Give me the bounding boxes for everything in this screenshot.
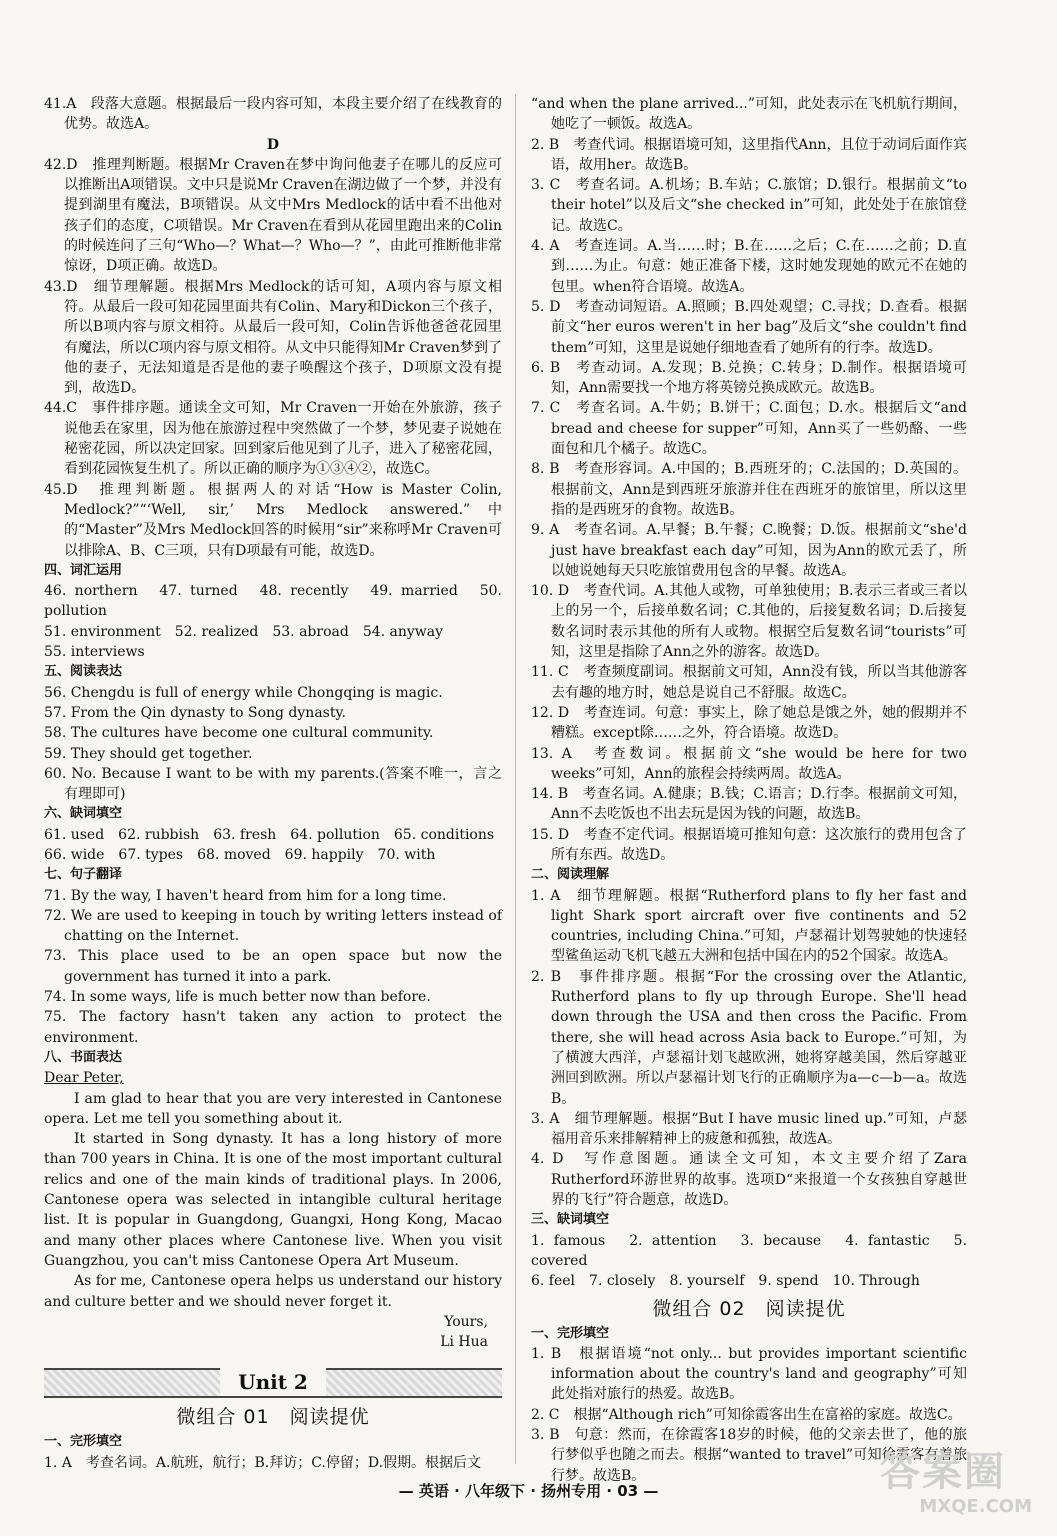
answer-line: D bbox=[266, 136, 280, 153]
answer-line: 9. A 考查名词。A.早餐；B.午餐；C.晚餐；D.饭。根据前文“she'd just have breakfast each day”可知，因为Ann的欧元丢了，所以她说她每天只吃旅馆费用包含的早餐。故选A。 bbox=[531, 522, 967, 579]
answer-line: It started in Song dynasty. It has a long history of more than 700 years in China. It is one of the most important cultural relics and one of the main kinds of traditional plays. In 2006, Cantonese opera was selected in intangible cultural heritage list. It is popular in Guangdong, Guangxi, Hong Kong, Macao and many other places where Cantonese live. When you visit Guangzhou, you can't miss Cantonese Opera Art Museum. bbox=[44, 1131, 502, 1269]
answer-line: 43.D 细节理解题。根据Mrs Medlock的话可知，A项内容与原文相符。从最后一段可知花园里面共有Colin、Mary和Dickon三个孩子，所以B项内容与原文相符。从最后一段可知，Colin告诉他爸爸花园里有魔法，所以C项内容与原文相符。从文中只能得知Mr Craven梦到了他的妻子，无法知道是否是他的妻子唤醒这个孩子，D项原文没有提到，故选D。 bbox=[44, 278, 502, 397]
answer-line: 74. In some ways, life is much better now than before. bbox=[44, 989, 431, 1006]
answer-line: 1. A 考查名词。A.航班，航行；B.拜访；C.停留；D.假期。根据后文 bbox=[44, 1454, 482, 1471]
answer-line: 44.C 事件排序题。通读全文可知，Mr Craven一开始在外旅游，孩子说他丢在家里，因为他在旅游过程中突然做了一个梦，梦见妻子说她在秘密花园，所以决定回家。回到家后他见到了儿子，进入了秘密花园，看到花园恢复生机了。所以正确的顺序为①③④②，故选C。 bbox=[44, 400, 502, 478]
answer-line: 15. D 考查不定代词。根据语境可推知句意：这次旅行的费用包含了所有东西。故选D。 bbox=[531, 826, 967, 863]
answer-line: 75. The factory hasn't taken any action to protect the environment. bbox=[44, 1009, 502, 1046]
answer-line: As for me, Cantonese opera helps us understand our history and culture better and we should never forget it. bbox=[44, 1273, 502, 1310]
answer-line: 5. D 考查动词短语。A.照顾；B.四处观望；C.寻找；D.查看。根据前文“her euros weren't in her bag”及后文“she couldn't find them”可知，这里是说她仔细地查看了她所有的行李。故选D。 bbox=[531, 298, 967, 356]
section-heading-left: 微组合 01 阅读提优 bbox=[176, 1406, 370, 1429]
answer-line: 7. C 考查名词。A.牛奶；B.饼干；C.面包；D.水。根据后文“and bread and cheese for supper”可知，Ann买了一些奶酪、一些面包和几个橘子。故选C。 bbox=[531, 400, 967, 458]
answer-line: 58. The cultures have become one cultural community. bbox=[44, 725, 434, 742]
answer-line: 55. interviews bbox=[44, 644, 145, 661]
section-heading-right: 微组合 02 阅读提优 bbox=[652, 1297, 846, 1320]
answer-line: 45.D 推理判断题。根据两人的对话“How is Master Colin, Medlock?”“‘Well, sir,’ Mrs Medlock answered.”中的“Master”及Mrs Medlock回答的时候用“sir”来称呼Mr Craven可以排除A、B、C三项，只有D项最有可能，故选D。 bbox=[44, 481, 502, 559]
watermark-text: 答案圈 bbox=[880, 1449, 1006, 1495]
answer-line: 10. D 考查代词。A.其他人或物，可单独使用；B.表示三者或三者以上的另一个，后接单数名词；C.其他的，后接复数名词；D.后接复数名词时表示其他的所有人或物。根据空后复数名词“tourists”可知，这里是指除了Ann之外的游客。故选D。 bbox=[531, 583, 967, 661]
answer-line: 一、完形填空 bbox=[44, 1434, 123, 1450]
answer-line: 42.D 推理判断题。根据Mr Craven在梦中询问他妻子在哪儿的反应可以推断出A项错误。文中只是说Mr Craven在湖边做了一个梦，并没有提到湖里有魔法，B项错误。从文中Mrs Medlock的话中看不出他对孩子们的态度，C项错误。Mr Craven在看到从花园里跑出来的Colin的时候连问了三句“Who—？What—？Who—？”，由此可推断他非常惊讶，D项正确。故选D。 bbox=[44, 156, 502, 275]
unit-title: Unit 2 bbox=[220, 1368, 326, 1396]
left-column bbox=[44, 94, 502, 1473]
answer-line: 13. A 考查数词。根据前文“she would be here for two weeks”可知，Ann的旅程会持续两周。故选A。 bbox=[531, 745, 967, 782]
answer-line: 五、阅读表达 bbox=[44, 664, 123, 680]
answer-line: 6. B 考查动词。A.发现；B.兑换；C.转身；D.制作。根据语境可知，Ann需要找一个地方将英镑兑换成欧元。故选B。 bbox=[531, 359, 967, 397]
answer-line: 四、词汇运用 bbox=[44, 562, 123, 578]
answer-line: Li Hua bbox=[440, 1334, 488, 1351]
answer-line: 60. No. Because I want to be with my parents.(答案不唯一，言之有理即可) bbox=[44, 765, 502, 803]
answer-line: 46. northern 47. turned 48. recently 49. married 50. pollution bbox=[44, 583, 502, 620]
answer-line: 2. B 事件排序题。根据“For the crossing over the Atlantic, Rutherford plans to fly up through Europe. She'll head down through the USA and then cross the Pacific. From there, she will head across Asia back to Europe.”可知，为了横渡大西洋，卢瑟福计划飞越欧洲，她将穿越美国，然后穿越亚洲回到欧洲。所以卢瑟福计划飞行的正确顺序为a—c—b—a。故选B。 bbox=[531, 968, 967, 1107]
answer-line: 51. environment 52. realized 53. abroad 54. anyway bbox=[44, 623, 444, 640]
answer-line: 1. A 细节理解题。根据“Rutherford plans to fly her fast and light Shark sport aircraft over five continents and 52 countries, including China.”可知，卢瑟福计划驾驶她的快速轻型鲨鱼运动飞机飞越五大洲和包括中国在内的52个国家。故选A。 bbox=[531, 887, 967, 965]
answer-line: “and when the plane arrived...”可知，此处表示在飞机航行期间，她吃了一顿饭。故选A。 bbox=[531, 96, 967, 133]
answer-line: 1. famous 2. attention 3. because 4. fantastic 5. covered bbox=[531, 1232, 967, 1269]
answer-line: 12. D 考查连词。句意：事实上，除了她总是饿之外，她的假期并不糟糕。except除……之外，符合语境。故选D。 bbox=[531, 704, 967, 742]
answer-line: 57. From the Qin dynasty to Song dynasty. bbox=[44, 704, 346, 721]
answer-line: 3. C 考查名词。A.机场；B.车站；C.旅馆；D.银行。根据前文“to their hotel”以及后文“she checked in”可知，此处处于在旅馆登记。故选C。 bbox=[531, 177, 967, 234]
answer-line: 4. A 考查连词。A.当……时；B.在……之后；C.在……之前；D.直到……为止。句意：她正准备下楼，这时她发现她的欧元不在她的包里。when符合语境。故选A。 bbox=[531, 238, 967, 295]
answer-line: 三、缺词填空 bbox=[531, 1212, 610, 1228]
answer-line: I am glad to hear that you are very interested in Cantonese opera. Let me tell you something about it. bbox=[44, 1090, 502, 1127]
answer-line: 73. This place used to be an open space but now the government has turned it into a park. bbox=[44, 948, 502, 985]
answer-line: 二、阅读理解 bbox=[531, 867, 610, 883]
answer-line: 七、句子翻译 bbox=[44, 867, 123, 883]
left-tail-answers bbox=[44, 1432, 502, 1473]
answer-line: 66. wide 67. types 68. moved 69. happily 70. with bbox=[44, 846, 436, 863]
answer-line: 1. B 根据语境“not only... but provides important scientific information about the country's land and geography”可知此处指对旅行的热爱。故选B。 bbox=[531, 1345, 967, 1403]
answer-line: 3. B 句意：然而，在徐霞客18岁的时候，他的父亲去世了，他的旅行梦似乎也随之而去。根据“wanted to travel”可知徐霞客有着旅行梦。故选B。 bbox=[531, 1427, 967, 1484]
watermark-url: MXQE.COM bbox=[919, 1496, 1032, 1517]
answer-line: 一、完形填空 bbox=[531, 1325, 610, 1341]
watermark-logo bbox=[880, 1448, 1040, 1530]
answer-line: 56. Chengdu is full of energy while Chongqing is magic. bbox=[44, 684, 443, 701]
answer-line: 61. used 62. rubbish 63. fresh 64. pollution 65. conditions bbox=[44, 826, 495, 843]
unit-banner bbox=[44, 1368, 502, 1398]
answer-line: 八、书面表达 bbox=[44, 1049, 123, 1065]
answer-line: 72. We are used to keeping in touch by writing letters instead of chatting on the Internet. bbox=[44, 907, 502, 945]
answer-line: 2. C 根据“Although rich”可知徐霞客出生在富裕的家庭。故选C。 bbox=[531, 1406, 962, 1423]
answer-line: 71. By the way, I haven't heard from him for a long time. bbox=[44, 887, 447, 904]
answer-line: 4. D 写作意图题。通读全文可知，本文主要介绍了Zara Rutherford环游世界的故事。选项D“来报道一个女孩独自穿越世界的飞行”符合题意，故选D。 bbox=[531, 1151, 967, 1209]
answer-line: 6. feel 7. closely 8. yourself 9. spend 10. Through bbox=[531, 1273, 920, 1290]
right-answers bbox=[531, 94, 967, 1292]
answer-line: 59. They should get together. bbox=[44, 745, 253, 762]
left-answers bbox=[44, 94, 502, 1352]
answer-line: 六、缺词填空 bbox=[44, 806, 123, 822]
page-footer: — 英语 · 八年级下 · 扬州专用 · 03 — bbox=[398, 1482, 659, 1500]
answer-line: 11. C 考查频度副词。根据前文可知，Ann没有钱，所以当其他游客去有趣的地方时，她总是说自己不舒服。故选C。 bbox=[531, 664, 967, 701]
answer-line: Dear Peter, bbox=[44, 1070, 124, 1087]
answer-line: Yours, bbox=[444, 1313, 488, 1330]
answer-line: 8. B 考查形容词。A.中国的；B.西班牙的；C.法国的；D.英国的。根据前文，Ann是到西班牙旅游并住在西班牙的旅馆里，所以这里指的是西班牙的食物。故选B。 bbox=[531, 461, 967, 518]
answer-line: 41.A 段落大意题。根据最后一段内容可知，本段主要介绍了在线教育的优势。故选A。 bbox=[44, 96, 502, 133]
answer-line: 3. A 细节理解题。根据“But I have music lined up.”可知，卢瑟福用音乐来排解精神上的疲惫和孤独，故选A。 bbox=[531, 1110, 967, 1148]
answer-line: 2. B 考查代词。根据语境可知，这里指代Ann，且位于动词后面作宾语，故用her。故选B。 bbox=[531, 136, 967, 173]
right-column bbox=[531, 94, 967, 1486]
column-divider bbox=[515, 94, 516, 1464]
answer-line: 14. B 考查名词。A.健康；B.钱；C.语言；D.行李。根据前文可知，Ann不去吃饭也不出去玩是因为钱的问题，故选B。 bbox=[531, 786, 967, 823]
